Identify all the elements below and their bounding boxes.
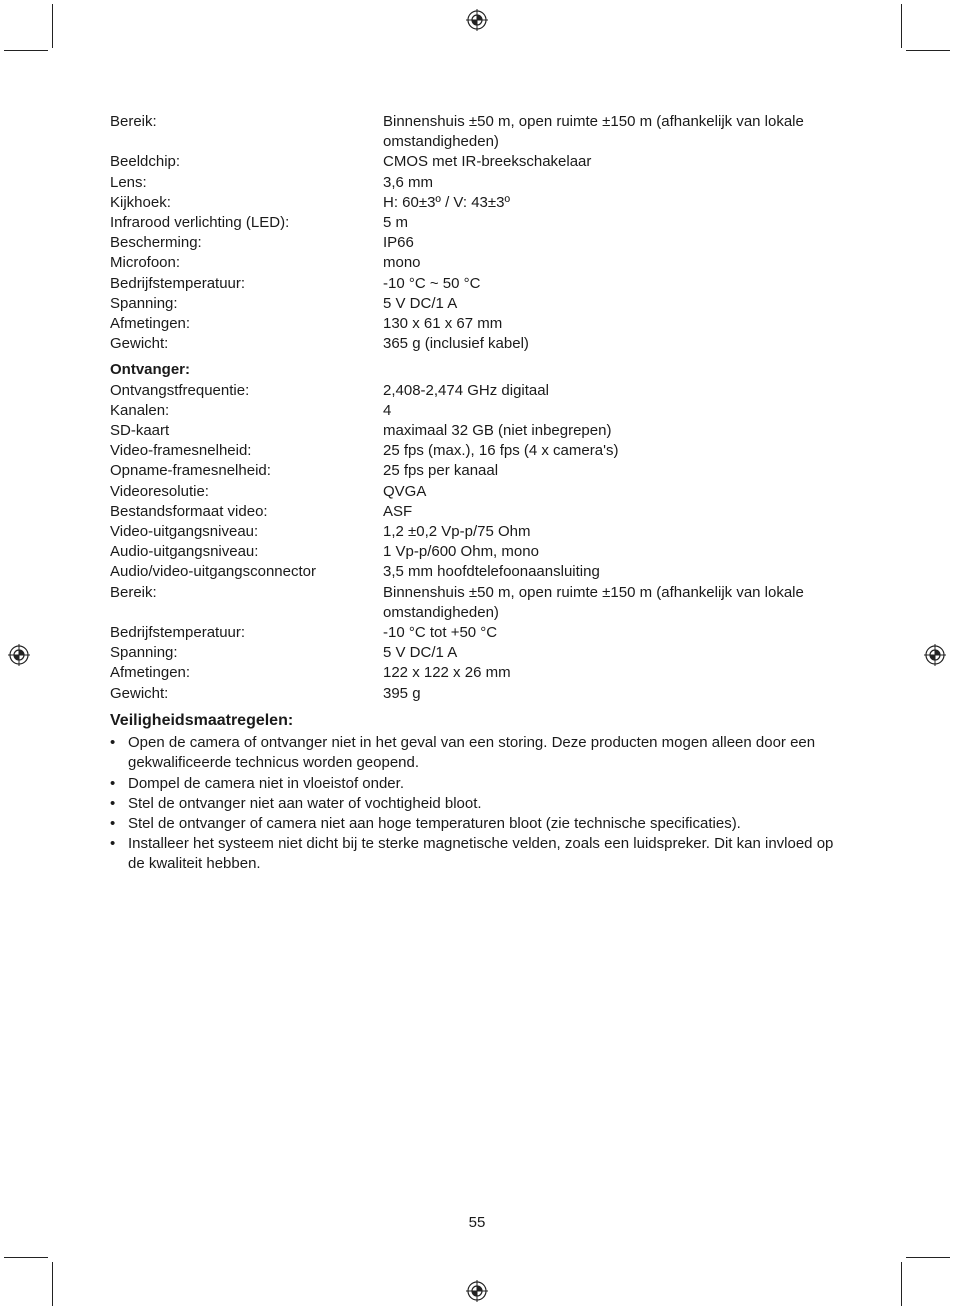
spec-value: QVGA: [383, 482, 427, 500]
spec-value: H: 60±3º / V: 43±3º: [383, 193, 510, 211]
spec-row: [110, 583, 845, 623]
spec-row: [110, 502, 845, 522]
crop-mark-top-right-h: [906, 50, 950, 51]
list-item: [110, 733, 845, 773]
spec-label: Beeldchip:: [110, 153, 181, 171]
crop-mark-bottom-right-v: [901, 1262, 902, 1306]
bullet-icon: •: [110, 774, 116, 792]
spec-value: 395 g: [383, 684, 421, 702]
spec-row: [110, 401, 845, 421]
receiver-spec-list: [110, 381, 845, 704]
spec-value: 1,2 ±0,2 Vp-p/75 Ohm: [383, 523, 531, 541]
spec-value: 5 m: [383, 214, 409, 232]
spec-row: [110, 294, 845, 314]
list-item-text: Open de camera of ontvanger niet in het geval van een storing. Deze producten mogen alleen door een gekwalificeerde technicus worden geopend.: [128, 734, 816, 772]
spec-value: 5 V DC/1 A: [383, 644, 458, 662]
spec-label: Bereik:: [110, 113, 157, 130]
spec-label: Afmetingen:: [110, 664, 191, 682]
safety-heading: Veiligheidsmaatregelen:: [110, 711, 294, 729]
crop-mark-bottom-left-v: [52, 1262, 53, 1306]
list-item: [110, 774, 845, 794]
bullet-icon: •: [110, 814, 116, 832]
registration-mark-icon: [466, 9, 488, 31]
spec-value: 3,6 mm: [383, 173, 434, 191]
spec-label: Bedrijfstemperatuur:: [110, 624, 246, 642]
crop-mark-bottom-left-h: [4, 1257, 48, 1258]
spec-value: 1 Vp-p/600 Ohm, mono: [383, 543, 539, 561]
list-item: [110, 794, 845, 814]
spec-label: Infrarood verlichting (LED):: [110, 214, 290, 232]
list-item-text: Stel de ontvanger of camera niet aan hoge temperaturen bloot (zie technische specificaties).: [128, 814, 741, 832]
spec-label: Lens:: [110, 173, 147, 191]
registration-mark-icon: [924, 644, 946, 666]
spec-row: [110, 274, 845, 294]
spec-row: [110, 663, 845, 683]
spec-label: Bestandsformaat video:: [110, 502, 268, 520]
spec-value: 25 fps (max.), 16 fps (4 x camera's): [383, 442, 619, 460]
spec-row: [110, 684, 845, 704]
spec-row: [110, 193, 845, 213]
spec-label: Video-framesnelheid:: [110, 442, 252, 460]
spec-label: Videoresolutie:: [110, 482, 209, 500]
bullet-icon: •: [110, 734, 116, 752]
spec-label: Bereik:: [110, 583, 157, 601]
spec-value: mono: [383, 254, 421, 272]
spec-row: [110, 233, 845, 253]
safety-list: [110, 733, 845, 874]
spec-value: 3,5 mm hoofdtelefoonaansluiting: [383, 563, 600, 581]
crop-mark-top-left-h: [4, 50, 48, 51]
spec-label: Spanning:: [110, 644, 178, 662]
bullet-icon: •: [110, 835, 116, 853]
spec-label: Video-uitgangsniveau:: [110, 523, 259, 541]
spec-value: 4: [383, 401, 392, 419]
spec-value: -10 °C ~ 50 °C: [383, 274, 481, 292]
spec-row: [110, 542, 845, 562]
spec-value: maximaal 32 GB (niet inbegrepen): [383, 422, 612, 440]
spec-label: Microfoon:: [110, 254, 181, 272]
spec-row: [110, 314, 845, 334]
list-item: [110, 834, 845, 874]
page-number: 55: [468, 1214, 486, 1231]
spec-value: 5 V DC/1 A: [383, 294, 458, 312]
list-item: [110, 814, 845, 834]
spec-row: [110, 623, 845, 643]
spec-value: Binnenshuis ±50 m, open ruimte ±150 m (afhankelijk van lokale omstandigheden): [383, 583, 804, 621]
spec-label: Bescherming:: [110, 234, 202, 252]
spec-row: [110, 253, 845, 273]
spec-row: [110, 441, 845, 461]
spec-value: Binnenshuis ±50 m, open ruimte ±150 m (afhankelijk van lokale omstandigheden): [383, 113, 804, 151]
crop-mark-top-left-v: [52, 4, 53, 48]
spec-row: [110, 334, 845, 354]
camera-spec-list: [110, 112, 845, 354]
spec-value: CMOS met IR-breekschakelaar: [383, 153, 592, 171]
spec-value: ASF: [383, 502, 413, 520]
list-item-text: Stel de ontvanger niet aan water of vochtigheid bloot.: [128, 794, 482, 812]
crop-mark-bottom-right-h: [906, 1257, 950, 1258]
spec-value: 365 g (inclusief kabel): [383, 335, 529, 353]
spec-label: Kanalen:: [110, 401, 170, 419]
spec-label: Audio/video-uitgangsconnector: [110, 563, 316, 581]
spec-row: [110, 381, 845, 401]
receiver-heading: Ontvanger:: [110, 361, 191, 379]
spec-value: -10 °C tot +50 °C: [383, 624, 498, 642]
page-content: [110, 112, 845, 875]
spec-row: [110, 562, 845, 582]
registration-mark-icon: [8, 644, 30, 666]
spec-label: Audio-uitgangsniveau:: [110, 543, 259, 561]
spec-value: IP66: [383, 234, 414, 252]
spec-row: [110, 522, 845, 542]
spec-label: Spanning:: [110, 294, 178, 312]
spec-row: [110, 421, 845, 441]
spec-row: [110, 213, 845, 233]
spec-label: Bedrijfstemperatuur:: [110, 274, 246, 292]
spec-label: Opname-framesnelheid:: [110, 462, 271, 480]
spec-label: Afmetingen:: [110, 315, 191, 333]
spec-label: Kijkhoek:: [110, 193, 171, 211]
spec-label: Ontvangstfrequentie:: [110, 381, 250, 399]
crop-mark-top-right-v: [901, 4, 902, 48]
spec-row: [110, 152, 845, 172]
spec-label: SD-kaart: [110, 422, 170, 440]
spec-label: Gewicht:: [110, 335, 169, 353]
spec-value: 25 fps per kanaal: [383, 462, 499, 480]
list-item-text: Dompel de camera niet in vloeistof onder.: [128, 774, 404, 792]
spec-value: 122 x 122 x 26 mm: [383, 664, 511, 682]
bullet-icon: •: [110, 794, 116, 812]
registration-mark-icon: [466, 1280, 488, 1302]
spec-row: [110, 461, 845, 481]
spec-row: [110, 173, 845, 193]
spec-row: [110, 482, 845, 502]
spec-row: [110, 112, 845, 152]
list-item-text: Installeer het systeem niet dicht bij te sterke magnetische velden, zoals een luidspreker. Dit kan invloed op de kwaliteit hebben.: [128, 835, 834, 873]
spec-value: 130 x 61 x 67 mm: [383, 315, 503, 333]
spec-label: Gewicht:: [110, 684, 169, 702]
spec-row: [110, 643, 845, 663]
spec-value: 2,408-2,474 GHz digitaal: [383, 381, 549, 399]
